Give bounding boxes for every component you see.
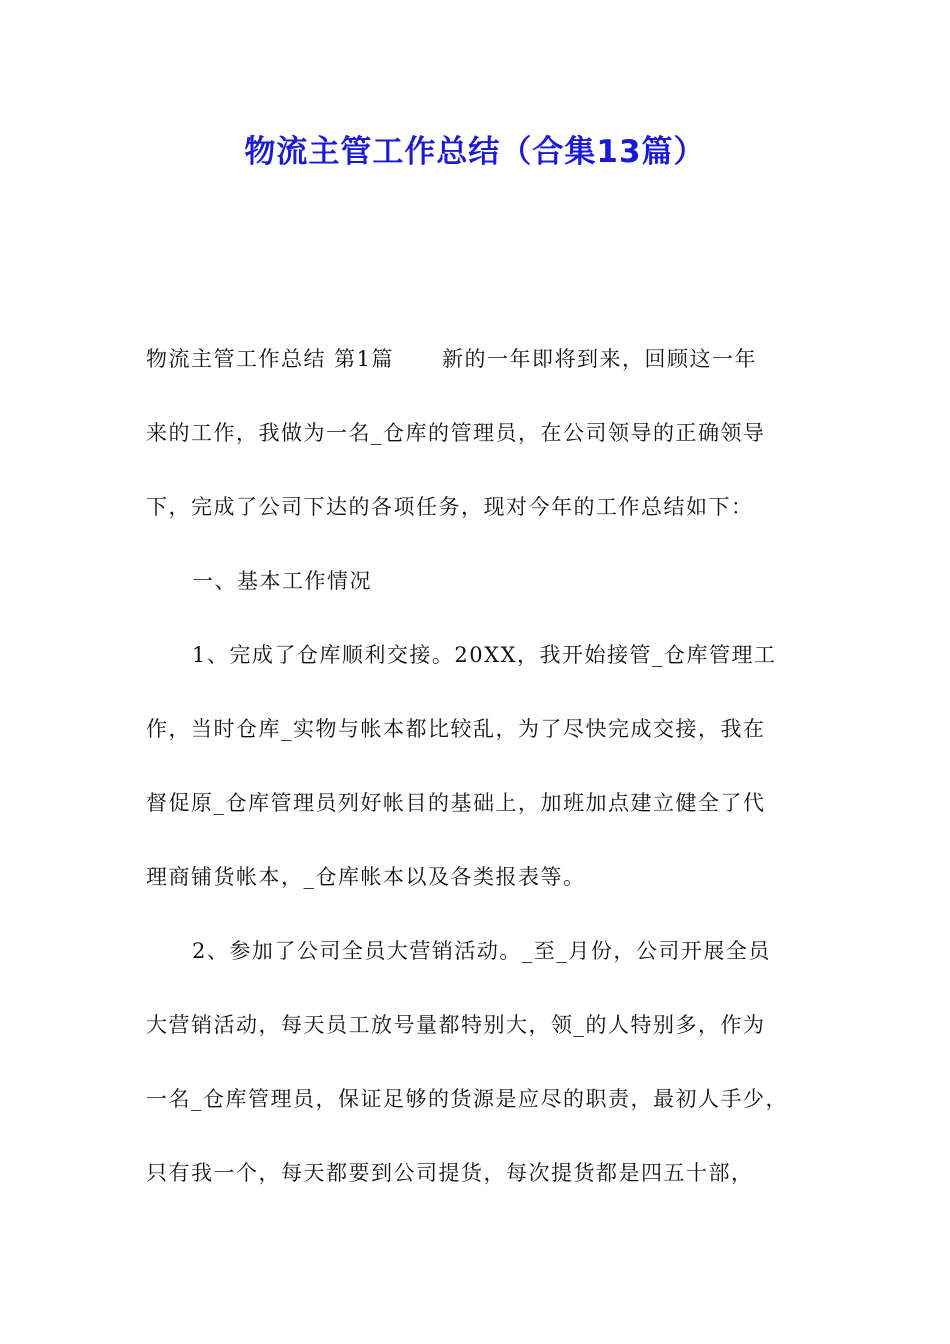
paragraph-line: 来的工作，我做为一名_仓库的管理员，在公司领导的正确领导 [146,421,766,445]
paragraph-line [146,337,816,411]
paragraph-text: 2、参加了公司全员大营销活动。_至_月份，公司开展全员 [192,939,771,963]
paragraph-line: 只有我一个，每天都要到公司提货，每次提货都是四五十部， [146,1161,754,1185]
subheading: 一、基本工作情况 [192,569,372,593]
paragraph-line: 下，完成了公司下达的各项任务，现对今年的工作总结如下： [146,495,754,519]
document-body [146,337,816,1225]
section-heading: 物流主管工作总结 第1篇 [146,347,395,371]
paragraph-text: 1、完成了仓库顺利交接。20XX，我开始接管_仓库管理工 [192,643,777,667]
paragraph-line: 理商铺货帐本，_仓库帐本以及各类报表等。 [146,865,586,889]
paragraph-line [146,559,816,633]
paragraph-line: 大营销活动，每天员工放号量都特别大，领_的人特别多，作为 [146,1013,766,1037]
paragraph-text: 新的一年即将到来，回顾这一年 [442,347,758,371]
paragraph-line: 作，当时仓库_实物与帐本都比较乱，为了尽快完成交接，我在 [146,717,766,741]
document-title: 物流主管工作总结（合集13篇） [244,134,706,170]
paragraph-line [146,929,816,1003]
paragraph-line [146,633,816,707]
paragraph-line: 一名_仓库管理员，保证足够的货源是应尽的职责，最初人手少， [146,1087,788,1111]
paragraph-line: 督促原_仓库管理员列好帐目的基础上，加班加点建立健全了代 [146,791,766,815]
